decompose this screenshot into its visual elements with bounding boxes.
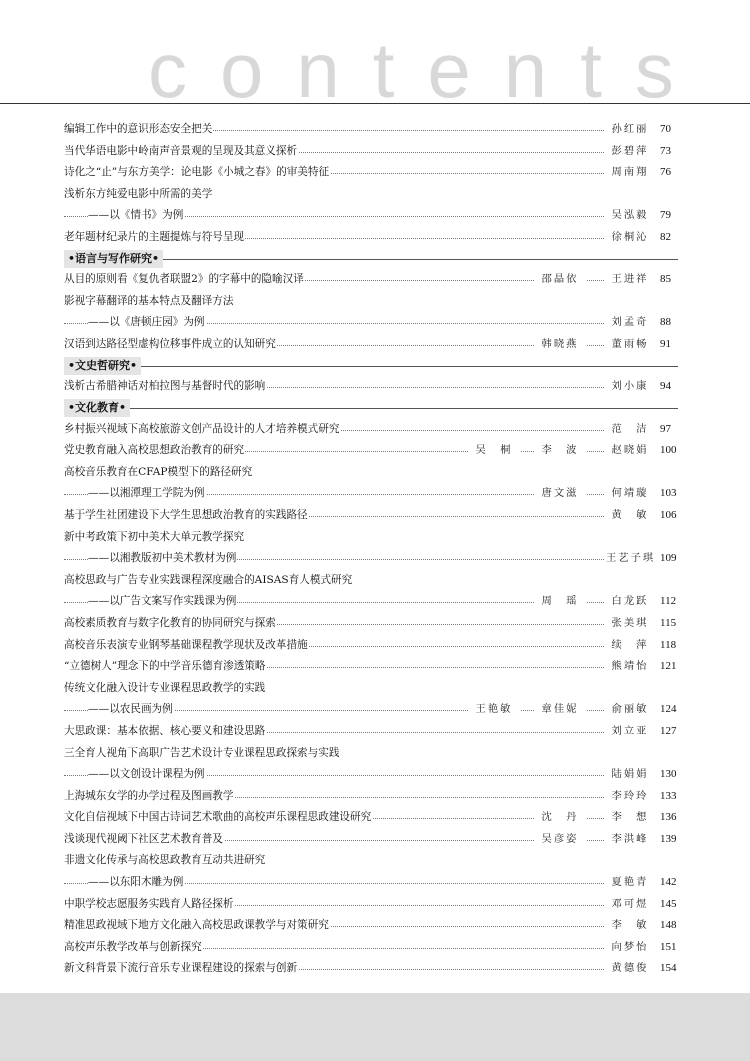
toc-entry[interactable]	[64, 227, 678, 249]
entry-author: 李 敏	[604, 915, 656, 937]
entry-author: 彭碧萍	[604, 141, 656, 163]
page-number: 124	[660, 703, 677, 716]
entry-author: 孙红丽	[604, 119, 656, 141]
toc-title-line	[64, 570, 678, 592]
entry-title: 浅析古希腊神话对柏拉图与基督时代的影响	[64, 376, 266, 398]
toc-entry[interactable]	[64, 312, 678, 334]
entry-author: 何靖璇	[604, 483, 656, 505]
entry-author: 邵晶依	[534, 269, 586, 291]
entry-title: ——以东阳木雕为例	[88, 872, 184, 894]
toc-entry[interactable]	[64, 894, 678, 916]
entry-title: 精准思政视域下地方文化融入高校思政课教学与对策研究	[64, 915, 330, 937]
entry-author: 沈 丹	[534, 807, 586, 829]
entry-author: 吴泓毅	[604, 205, 656, 227]
entry-title: 诗化之“止”与东方美学：论电影《小城之春》的审美特征	[64, 162, 330, 184]
toc-title-line	[64, 678, 678, 700]
page-number: 145	[660, 897, 677, 910]
entry-author: 章佳妮	[534, 699, 586, 721]
toc-entry[interactable]	[64, 807, 678, 829]
entry-title: 非遗文化传承与高校思政教育互动共进研究	[64, 850, 266, 872]
page-number: 154	[660, 962, 677, 975]
entry-title: ——以湘教版初中美术教材为例	[88, 548, 237, 570]
entry-title: ——以广告文案写作实践课为例	[88, 591, 237, 613]
toc-entry[interactable]	[64, 915, 678, 937]
page-number: 103	[660, 487, 677, 500]
page-number: 133	[660, 789, 677, 802]
toc-entry[interactable]	[64, 119, 678, 141]
entry-author: 董雨畅	[604, 334, 656, 356]
entry-title: 高校音乐表演专业钢琴基础课程教学现状及改革措施	[64, 635, 309, 657]
section-heading	[64, 249, 678, 270]
page-number: 70	[660, 123, 671, 135]
header-divider	[0, 103, 750, 104]
entry-title: 乡村振兴视域下高校旅游文创产品设计的人才培养模式研究	[64, 419, 340, 441]
entry-author: 张美琪	[604, 613, 656, 635]
entry-author: 唐文滋	[534, 483, 586, 505]
section-heading	[64, 398, 678, 419]
entry-author: 邓可煜	[604, 894, 656, 916]
page-number: 136	[660, 811, 677, 824]
entry-author: 陆娟娟	[604, 764, 656, 786]
toc-entry[interactable]	[64, 591, 678, 613]
toc-entry[interactable]	[64, 613, 678, 635]
entry-author: 周南翔	[604, 162, 656, 184]
page-number: 94	[660, 380, 671, 393]
page-number: 139	[660, 832, 677, 845]
toc-entry[interactable]	[64, 141, 678, 163]
entry-title: 传统文化融入设计专业课程思政教学的实践	[64, 678, 266, 700]
entry-author: 吴 桐	[468, 440, 520, 462]
entry-title: 高校思政与广告专业实践课程深度融合的AISAS育人模式研究	[64, 570, 353, 592]
entry-title: 中职学校志愿服务实践育人路径探析	[64, 894, 235, 916]
toc-entry[interactable]	[64, 505, 678, 527]
page-number: 91	[660, 338, 671, 351]
footer-band	[0, 993, 750, 1061]
entry-title: ——以湘潭理工学院为例	[88, 483, 206, 505]
toc-entry[interactable]	[64, 937, 678, 959]
entry-title: 当代华语电影中岭南声音景观的呈现及其意义探析	[64, 141, 298, 163]
page-number: 109	[660, 552, 677, 565]
entry-title: 文化自信视域下中国古诗词艺术歌曲的高校声乐课程思政建设研究	[64, 807, 372, 829]
toc-entry[interactable]	[64, 548, 678, 570]
toc-entry[interactable]	[64, 829, 678, 851]
entry-author: 黄 敏	[604, 505, 656, 527]
entry-author: 吴彦姿	[534, 829, 586, 851]
toc-title-line	[64, 291, 678, 313]
toc-entry[interactable]	[64, 872, 678, 894]
toc-entry[interactable]	[64, 635, 678, 657]
toc-entry[interactable]	[64, 764, 678, 786]
section-title: •文化教育•	[64, 399, 130, 417]
section-title: •文史哲研究•	[64, 357, 141, 375]
page-number: 100	[660, 444, 677, 457]
page-number: 76	[660, 166, 671, 179]
toc-entry[interactable]	[64, 376, 678, 398]
page-number: 85	[660, 273, 671, 286]
toc-entry[interactable]	[64, 162, 678, 184]
entry-title: 大思政课：基本依据、核心要义和建设思路	[64, 721, 266, 743]
section-rule	[64, 366, 678, 367]
entry-author: 李 想	[604, 807, 656, 829]
entry-author: 赵晓娟	[604, 440, 656, 462]
entry-title: 浅析东方纯爱电影中所需的美学	[64, 184, 213, 206]
page-number: 88	[660, 316, 671, 329]
page-number: 118	[660, 638, 677, 651]
entry-title: 三全育人视角下高职广告艺术设计专业课程思政探索与实践	[64, 743, 340, 765]
page-number: 127	[660, 724, 677, 737]
entry-author: 徐桐沁	[604, 227, 656, 249]
page-number: 82	[660, 230, 671, 243]
toc-title-line	[64, 850, 678, 872]
entry-author: 俞丽敏	[604, 699, 656, 721]
entry-title: 上海城东女学的办学过程及图画教学	[64, 786, 235, 808]
toc-entry[interactable]	[64, 269, 678, 291]
entry-title: ——以《唐顿庄园》为例	[88, 312, 206, 334]
toc-title-line	[64, 462, 678, 484]
entry-author: 刘立亚	[604, 721, 656, 743]
entry-author: 向梦怡	[604, 937, 656, 959]
page-number: 130	[660, 768, 677, 781]
entry-author: 刘孟奇	[604, 312, 656, 334]
entry-author: 王进祥	[604, 269, 656, 291]
toc-entry[interactable]	[64, 699, 678, 721]
entry-author: 李 波	[534, 440, 586, 462]
page-number: 106	[660, 508, 677, 521]
toc-entry[interactable]	[64, 483, 678, 505]
toc-title-line	[64, 184, 678, 206]
toc-entry[interactable]	[64, 440, 678, 462]
entry-author: 李洪峰	[604, 829, 656, 851]
toc-entry[interactable]	[64, 786, 678, 808]
entry-title: 浅谈现代视阈下社区艺术教育普及	[64, 829, 224, 851]
entry-author: 韩晓燕	[534, 334, 586, 356]
entry-title: 高校音乐教育在CFAP模型下的路径研究	[64, 462, 253, 484]
entry-author: 周 瑶	[534, 591, 586, 613]
entry-author: 续 萍	[604, 635, 656, 657]
page-number: 148	[660, 919, 677, 932]
entry-title: ——以文创设计课程为例	[88, 764, 206, 786]
entry-title: 基于学生社团建设下大学生思想政治教育的实践路径	[64, 505, 309, 527]
page-number: 115	[660, 616, 677, 629]
section-rule	[64, 408, 678, 409]
toc-title-line	[64, 743, 678, 765]
entry-title: “立德树人”理念下的中学音乐德育渗透策略	[64, 656, 267, 678]
toc-entry[interactable]	[64, 419, 678, 441]
toc-entry[interactable]	[64, 656, 678, 678]
entry-title: 汉语到达路径型虚构位移事件成立的认知研究	[64, 334, 277, 356]
toc-entry[interactable]	[64, 334, 678, 356]
page-number: 142	[660, 876, 677, 889]
page-number: 151	[660, 940, 677, 953]
entry-title: ——以《情书》为例	[88, 205, 184, 227]
entry-title: 老年题材纪录片的主题提炼与符号呈现	[64, 227, 245, 249]
entry-author: 王艳敏	[468, 699, 520, 721]
toc-entry[interactable]	[64, 721, 678, 743]
entry-title: 新中考政策下初中美术大单元教学探究	[64, 527, 245, 549]
entry-title: 影视字幕翻译的基本特点及翻译方法	[64, 291, 235, 313]
contents-heading: contents	[148, 26, 707, 114]
toc-title-line	[64, 527, 678, 549]
toc-entry[interactable]	[64, 958, 678, 980]
entry-author: 熊靖怡	[604, 656, 656, 678]
section-heading	[64, 356, 678, 377]
entry-title: 编辑工作中的意识形态安全把关	[64, 119, 213, 141]
entry-author: 黄德俊	[604, 958, 656, 980]
entry-author: 王艺子琪	[604, 548, 656, 570]
page-number: 79	[660, 209, 671, 222]
entry-author: 刘小康	[604, 376, 656, 398]
section-title: •语言与写作研究•	[64, 250, 163, 268]
page-number: 97	[660, 422, 671, 435]
entry-author: 李玲玲	[604, 786, 656, 808]
toc-entry[interactable]	[64, 205, 678, 227]
entry-title: ——以农民画为例	[88, 699, 174, 721]
entry-title: 党史教育融入高校思想政治教育的研究	[64, 440, 245, 462]
entry-title: 高校声乐教学改革与创新探究	[64, 937, 203, 959]
table-of-contents	[64, 119, 678, 980]
entry-author: 白龙跃	[604, 591, 656, 613]
page-number: 112	[660, 595, 677, 608]
page-number: 121	[660, 660, 677, 673]
entry-author: 夏艳青	[604, 872, 656, 894]
entry-title: 从目的原则看《复仇者联盟2》的字幕中的隐喻汉译	[64, 269, 305, 291]
page-number: 73	[660, 144, 671, 157]
entry-title: 高校素质教育与数字化教育的协同研究与探索	[64, 613, 277, 635]
entry-author: 范 洁	[604, 419, 656, 441]
entry-title: 新文科背景下流行音乐专业课程建设的探索与创新	[64, 958, 298, 980]
